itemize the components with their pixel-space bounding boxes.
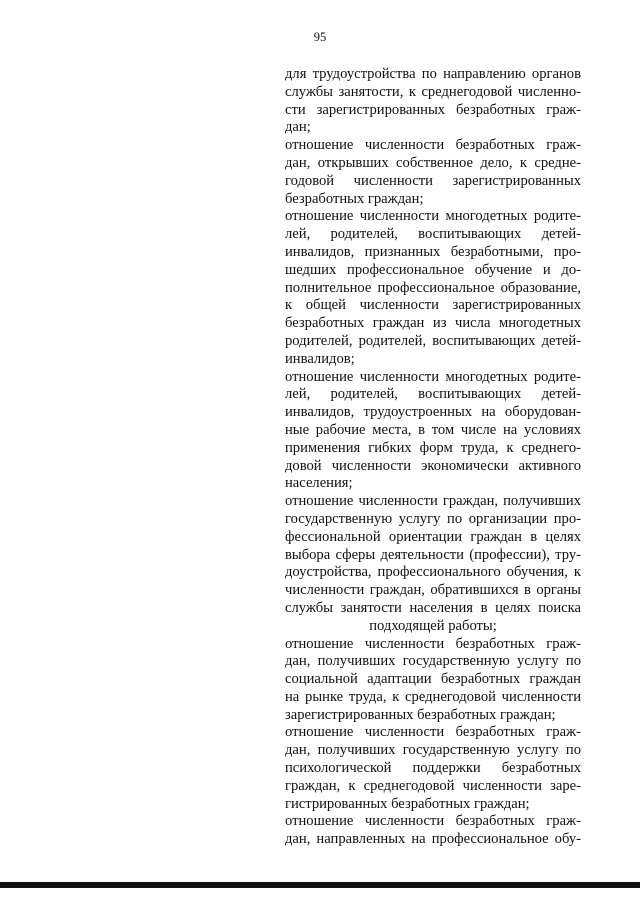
text-line: безработных граждан из числа многодетных bbox=[285, 315, 581, 332]
text-line: ные рабочие места, в том числе на условиях bbox=[285, 421, 581, 438]
text-line: годовой численности зарегистрированных bbox=[285, 172, 581, 189]
text-line: населения; bbox=[285, 475, 353, 492]
text-line: сти зарегистрированных безработных граж- bbox=[285, 101, 581, 118]
text-line: отношение численности граждан, получивших bbox=[285, 493, 581, 510]
text-line: граждан, к среднегодовой численности заре- bbox=[285, 777, 581, 794]
text-line: применения гибких форм труда, к среднего- bbox=[285, 439, 581, 456]
text-line: зарегистрированных безработных граждан; bbox=[285, 706, 556, 723]
text-line: родителей, родителей, воспитывающих детей- bbox=[285, 332, 581, 349]
text-line: полнительное профессиональное образование, bbox=[285, 279, 581, 296]
text-line: дан, открывших собственное дело, к средне- bbox=[285, 154, 581, 171]
text-line: лей, родителей, воспитывающих детей- bbox=[285, 386, 581, 403]
bottom-border-rule bbox=[0, 882, 640, 888]
text-line: отношение численности безработных граж- bbox=[285, 813, 581, 830]
text-line: выбора сферы деятельности (профессии), тру- bbox=[285, 546, 581, 563]
text-line: государственную услугу по организации про- bbox=[285, 510, 581, 527]
text-line: численности граждан, обратившихся в органы bbox=[285, 582, 581, 599]
page-number: 95 bbox=[313, 30, 327, 44]
text-line: службы занятости населения в целях поиска bbox=[285, 599, 581, 616]
text-line: на рынке труда, к среднегодовой численности bbox=[285, 688, 581, 705]
text-line: дан, получивших государственную услугу по bbox=[285, 742, 581, 759]
text-line: отношение численности безработных граж- bbox=[285, 724, 581, 741]
text-line: гистрированных безработных граждан; bbox=[285, 795, 530, 812]
text-line: лей, родителей, воспитывающих детей- bbox=[285, 226, 581, 243]
text-line: доустройства, профессионального обучения, к bbox=[285, 564, 581, 581]
text-line: для трудоустройства по направлению органов bbox=[285, 66, 581, 82]
text-line: отношение численности безработных граж- bbox=[285, 635, 581, 652]
text-line: к общей численности зарегистрированных bbox=[285, 297, 581, 314]
text-line: отношение численности многодетных родите- bbox=[285, 208, 581, 225]
text-line: инвалидов; bbox=[285, 350, 355, 367]
text-line: инвалидов, трудоустроенных на оборудован- bbox=[285, 404, 581, 421]
text-line: социальной адаптации безработных граждан bbox=[285, 671, 581, 688]
text-line: безработных граждан; bbox=[285, 190, 424, 207]
text-line: отношение численности безработных граж- bbox=[285, 137, 581, 154]
text-line: дан, получивших государственную услугу по bbox=[285, 653, 581, 670]
text-line: фессиональной ориентации граждан в целях bbox=[285, 528, 581, 545]
text-line: довой численности экономически активного bbox=[285, 457, 581, 474]
text-line: отношение численности многодетных родите- bbox=[285, 368, 581, 385]
document-body-text bbox=[285, 66, 581, 849]
text-line: шедших профессиональное обучение и до- bbox=[285, 261, 581, 278]
text-line: дан; bbox=[285, 119, 311, 136]
text-line: службы занятости, к среднегодовой численно- bbox=[285, 83, 581, 100]
text-line: подходящей работы; bbox=[369, 617, 497, 634]
text-line: инвалидов, признанных безработными, про- bbox=[285, 243, 581, 260]
text-line: психологической поддержки безработных bbox=[285, 760, 581, 777]
text-line: дан, направленных на профессиональное обу- bbox=[285, 831, 581, 848]
